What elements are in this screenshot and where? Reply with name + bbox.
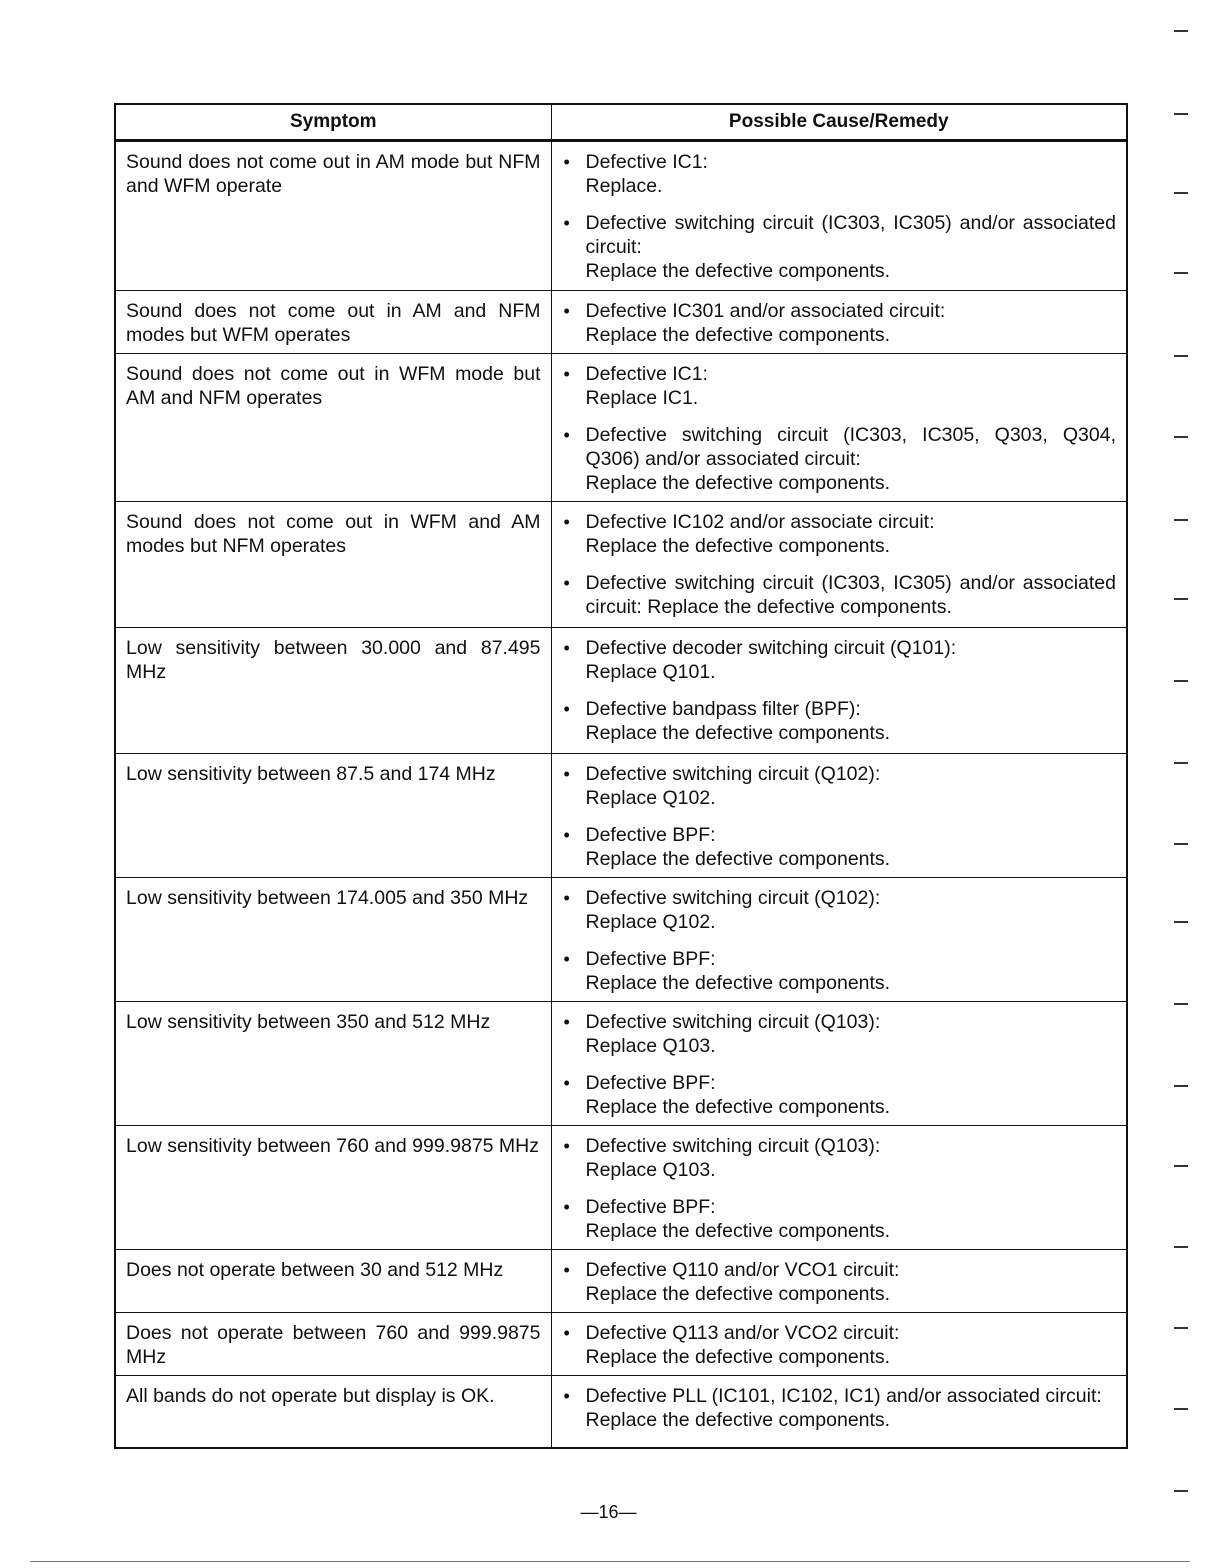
- symptom-cell: Sound does not come out in AM and NFM modes but WFM operates: [115, 291, 551, 354]
- scan-edge-mark: [1174, 921, 1188, 923]
- scan-edge-mark: [1174, 1327, 1188, 1329]
- bullet-icon: •: [563, 1323, 570, 1343]
- remedy-cell: [551, 354, 1127, 502]
- remedy-item: [562, 947, 1117, 995]
- remedy-item: [562, 1195, 1117, 1243]
- remedy-cause: Defective IC1:: [585, 363, 708, 385]
- remedy-cell: [551, 291, 1127, 354]
- bullet-icon: •: [563, 825, 570, 845]
- scan-edge-mark: [1174, 1246, 1188, 1248]
- bullet-icon: •: [563, 1073, 570, 1093]
- remedy-cause: Defective bandpass filter (BPF):: [585, 698, 861, 720]
- symptom-cell: Low sensitivity between 174.005 and 350 MHz: [115, 878, 551, 1002]
- remedy-action: Replace Q103.: [585, 1159, 716, 1181]
- remedy-cell: [551, 502, 1127, 628]
- scan-edge-mark: [1174, 436, 1188, 438]
- remedy-action: Replace the defective components.: [585, 1346, 891, 1368]
- scan-edge-mark: [1174, 843, 1188, 845]
- scan-edge-mark: [1174, 519, 1188, 521]
- remedy-action: Replace Q103.: [585, 1035, 716, 1057]
- symptom-cell: Sound does not come out in WFM and AM modes but NFM operates: [115, 502, 551, 628]
- bullet-icon: •: [563, 1260, 570, 1280]
- remedy-cause: Defective Q110 and/or VCO1 circuit:: [585, 1259, 900, 1281]
- bullet-icon: •: [563, 425, 570, 445]
- remedy-item: [562, 1258, 1117, 1306]
- remedy-item: [562, 150, 1117, 198]
- remedy-action: Replace the defective components.: [585, 260, 891, 282]
- remedy-item: [562, 299, 1117, 347]
- remedy-cause: Defective decoder switching circuit (Q101):: [585, 637, 957, 659]
- remedy-item: [562, 823, 1117, 871]
- table-row: [115, 1250, 1127, 1313]
- bullet-icon: •: [563, 301, 570, 321]
- remedy-cell: [551, 1376, 1127, 1448]
- remedy-item: [562, 697, 1117, 745]
- remedy-cause: Defective IC102 and/or associate circuit:: [585, 511, 935, 533]
- remedy-action: Replace Q101.: [585, 661, 716, 683]
- bullet-icon: •: [563, 949, 570, 969]
- remedy-cause: Defective BPF:: [585, 948, 716, 970]
- bullet-icon: •: [563, 364, 570, 384]
- bullet-icon: •: [563, 764, 570, 784]
- table-row: [115, 502, 1127, 628]
- remedy-cause: Defective BPF:: [585, 824, 716, 846]
- remedy-action: Replace the defective components.: [585, 324, 891, 346]
- symptom-cell: All bands do not operate but display is OK.: [115, 1376, 551, 1448]
- remedy-item: [562, 211, 1117, 283]
- scan-edge-mark: [1174, 355, 1188, 357]
- table-row: [115, 878, 1127, 1002]
- remedy-action: Replace the defective components.: [585, 1096, 891, 1118]
- remedy-action: Replace Q102.: [585, 911, 716, 933]
- remedy-cause: Defective BPF:: [585, 1196, 716, 1218]
- remedy-item: [562, 886, 1117, 934]
- remedy-action: Replace IC1.: [585, 387, 699, 409]
- scan-edge-mark: [1174, 1408, 1188, 1410]
- remedy-cell: [551, 878, 1127, 1002]
- scan-edge-mark: [1174, 1003, 1188, 1005]
- remedy-item: [562, 1010, 1117, 1058]
- remedy-action: Replace the defective components.: [585, 722, 891, 744]
- bullet-icon: •: [563, 152, 570, 172]
- scan-edge-mark: [1174, 272, 1188, 274]
- remedy-item: [562, 1321, 1117, 1369]
- bullet-icon: •: [563, 1012, 570, 1032]
- remedy-action: Replace the defective components.: [585, 848, 891, 870]
- remedy-item: [562, 1071, 1117, 1119]
- remedy-item: [562, 1384, 1117, 1432]
- symptom-cell: Sound does not come out in WFM mode but AM and NFM operates: [115, 354, 551, 502]
- remedy-action: Replace the defective components.: [585, 972, 891, 994]
- table-row: [115, 1002, 1127, 1126]
- remedy-cause: Defective PLL (IC101, IC102, IC1) and/or associated circuit:: [585, 1385, 1102, 1407]
- table-row: [115, 754, 1127, 878]
- remedy-action: Replace.: [585, 175, 663, 197]
- remedy-cell: [551, 754, 1127, 878]
- bullet-icon: •: [563, 512, 570, 532]
- remedy-action: Replace the defective components.: [585, 1283, 891, 1305]
- remedy-item: [562, 762, 1117, 810]
- table-row: [115, 354, 1127, 502]
- table-row: [115, 1313, 1127, 1376]
- remedy-cause: Defective Q113 and/or VCO2 circuit:: [585, 1322, 900, 1344]
- remedy-action: Replace the defective components.: [585, 472, 891, 494]
- remedy-item: [562, 510, 1117, 558]
- remedy-item: [562, 636, 1117, 684]
- symptom-cell: Sound does not come out in AM mode but NFM and WFM operate: [115, 141, 551, 291]
- bullet-icon: •: [563, 699, 570, 719]
- bullet-icon: •: [563, 638, 570, 658]
- remedy-cell: [551, 628, 1127, 754]
- remedy-cause: Defective switching circuit (IC303, IC305) and/or associated circuit: Replace the defective components.: [585, 572, 1116, 618]
- remedy-action: Replace Q102.: [585, 787, 716, 809]
- scan-edge-mark: [1174, 762, 1188, 764]
- table-body: [115, 141, 1127, 1448]
- scan-edge-mark: [1174, 598, 1188, 600]
- remedy-item: [562, 423, 1117, 495]
- symptom-cell: Low sensitivity between 87.5 and 174 MHz: [115, 754, 551, 878]
- remedy-action: Replace the defective components.: [585, 1409, 891, 1431]
- remedy-cause: Defective IC301 and/or associated circuit:: [585, 300, 946, 322]
- bullet-icon: •: [563, 573, 570, 593]
- table-row: [115, 1126, 1127, 1250]
- page-number: —16—: [580, 1502, 637, 1522]
- column-header-symptom: Symptom: [115, 104, 551, 141]
- scan-edge-mark: [1174, 1085, 1188, 1087]
- table-row: [115, 141, 1127, 291]
- remedy-cause: Defective IC1:: [585, 151, 708, 173]
- scan-edge-mark: [1174, 192, 1188, 194]
- scan-edge-mark: [1174, 680, 1188, 682]
- remedy-cause: Defective switching circuit (IC303, IC305) and/or associated circuit:: [585, 212, 1116, 258]
- remedy-cause: Defective switching circuit (Q102):: [585, 887, 881, 909]
- remedy-item: [562, 571, 1117, 619]
- remedy-action: Replace the defective components.: [585, 1220, 891, 1242]
- remedy-cause: Defective BPF:: [585, 1072, 716, 1094]
- remedy-cell: [551, 1250, 1127, 1313]
- remedy-cell: [551, 1313, 1127, 1376]
- symptom-cell: Low sensitivity between 350 and 512 MHz: [115, 1002, 551, 1126]
- remedy-item: [562, 1134, 1117, 1182]
- bullet-icon: •: [563, 888, 570, 908]
- remedy-action: Replace the defective components.: [585, 535, 891, 557]
- scan-edge-mark: [1174, 1165, 1188, 1167]
- bullet-icon: •: [563, 213, 570, 233]
- scan-edge-mark: [1174, 1490, 1188, 1492]
- remedy-item: [562, 362, 1117, 410]
- remedy-cell: [551, 1126, 1127, 1250]
- bullet-icon: •: [563, 1136, 570, 1156]
- symptom-cell: Does not operate between 30 and 512 MHz: [115, 1250, 551, 1313]
- troubleshooting-table: [114, 103, 1128, 1449]
- symptom-cell: Low sensitivity between 30.000 and 87.495 MHz: [115, 628, 551, 754]
- remedy-cause: Defective switching circuit (Q103):: [585, 1135, 881, 1157]
- remedy-cause: Defective switching circuit (Q103):: [585, 1011, 881, 1033]
- remedy-cell: [551, 141, 1127, 291]
- symptom-cell: Does not operate between 760 and 999.9875 MHz: [115, 1313, 551, 1376]
- table-header-row: [115, 104, 1127, 141]
- column-header-remedy: Possible Cause/Remedy: [551, 104, 1127, 141]
- table-row: [115, 291, 1127, 354]
- remedy-cell: [551, 1002, 1127, 1126]
- scan-edge-mark: [1174, 113, 1188, 115]
- scan-edge-mark: [1174, 30, 1188, 32]
- remedy-cause: Defective switching circuit (IC303, IC305, Q303, Q304, Q306) and/or associated circuit:: [585, 424, 1116, 470]
- bottom-rule: [30, 1561, 1190, 1562]
- bullet-icon: •: [563, 1386, 570, 1406]
- table-row: [115, 628, 1127, 754]
- bullet-icon: •: [563, 1197, 570, 1217]
- table-row: [115, 1376, 1127, 1448]
- remedy-cause: Defective switching circuit (Q102):: [585, 763, 881, 785]
- symptom-cell: Low sensitivity between 760 and 999.9875 MHz: [115, 1126, 551, 1250]
